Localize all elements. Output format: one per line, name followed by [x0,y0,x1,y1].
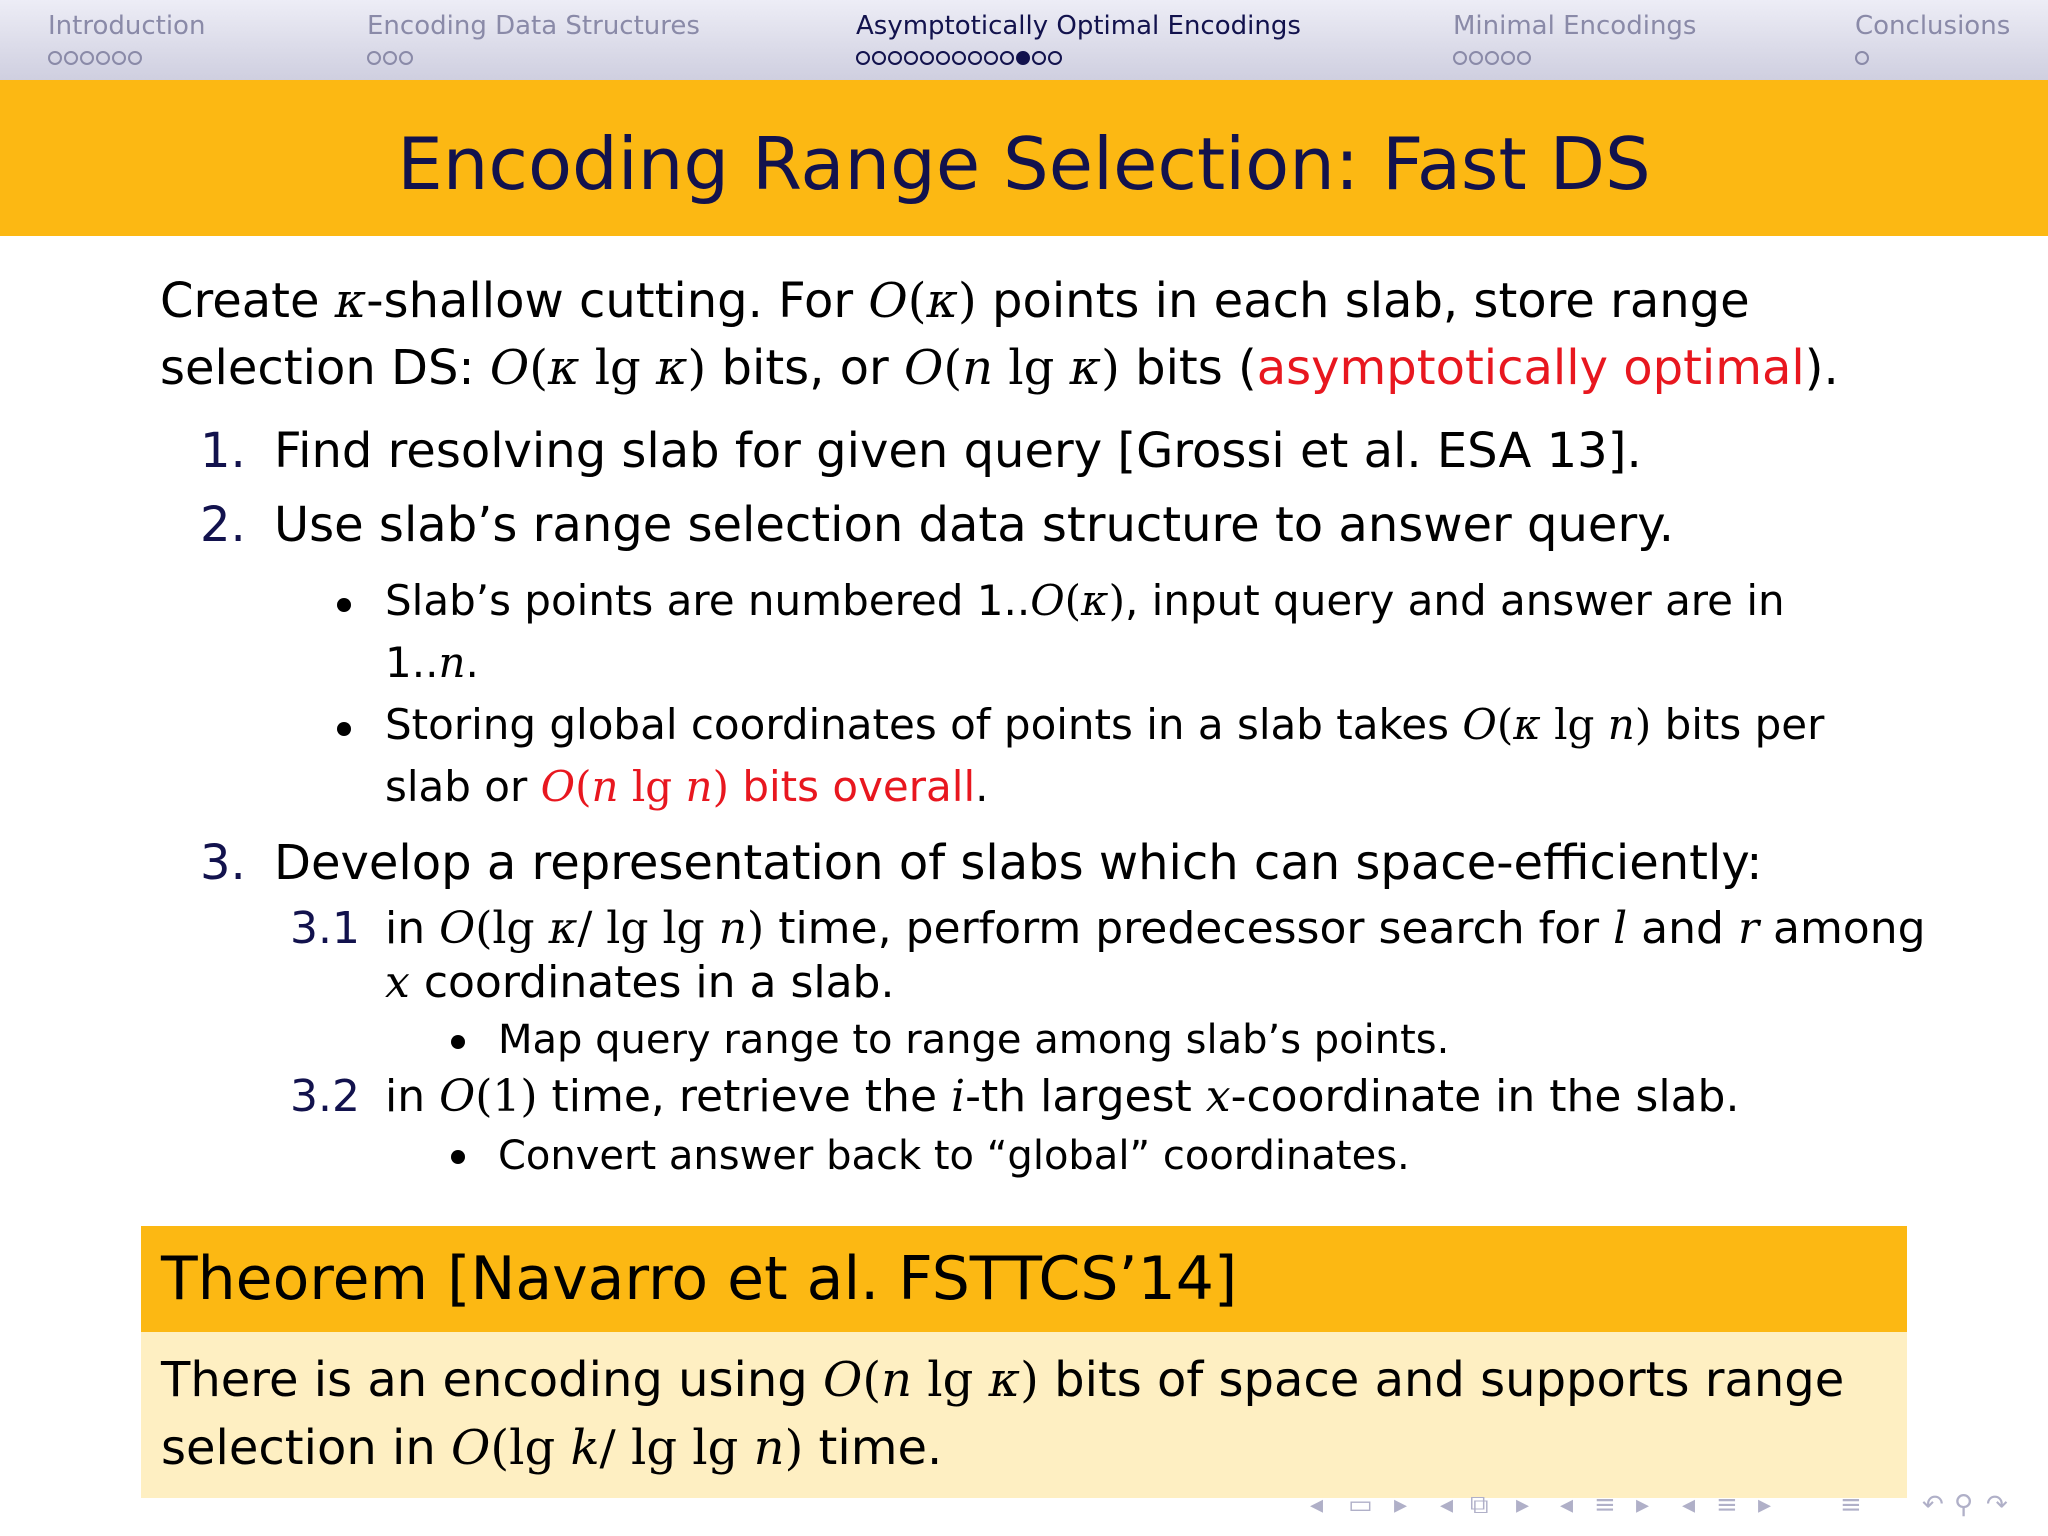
bullet-point [337,722,351,736]
math-kappa: κ [926,273,958,329]
text: Create [160,273,335,329]
nav-frame-dot[interactable] [984,51,998,65]
nav-frame-dot[interactable] [872,51,886,65]
nav-frame-dot[interactable] [1517,51,1531,65]
nav-section-title[interactable]: Encoding Data Structures [367,11,700,41]
bullet-point [451,1035,465,1049]
next-subsection-arrow-icon[interactable]: ▸ [1516,1490,1530,1520]
math-kappa: κ [656,340,688,396]
text: -th largest [965,1071,1206,1122]
nav-frame-dot[interactable] [920,51,934,65]
subsection-icon[interactable]: ⧉ [1470,1490,1489,1520]
text: -coordinate in the slab. [1230,1071,1740,1122]
list-number: 3. [200,835,246,891]
intro-line-1: Create κ-shallow cutting. For O(κ) points in each slab, store range [160,273,1750,329]
text: bits per [1651,700,1825,749]
nav-frame-dot[interactable] [1453,51,1467,65]
nav-frame-dot[interactable] [1032,51,1046,65]
nav-frame-dot[interactable] [1469,51,1483,65]
text: slab or [385,762,541,811]
bullet-point [337,598,351,612]
text: among [1759,903,1926,954]
text: Slab’s points are numbered 1.. [385,576,1031,625]
frame-icon[interactable]: ▭ [1348,1490,1373,1520]
nav-section-title[interactable]: Minimal Encodings [1453,11,1697,41]
text: points in each slab, store range [976,273,1750,329]
highlight-bits-overall: O(n lg n) bits overall [540,762,976,811]
slide-content [160,268,1900,402]
prev-section-arrow-icon[interactable]: ◂ [1560,1490,1574,1520]
list-item-2-bullet-2: Storing global coordinates of points in a slab takes O(κ lg n) bits per slab or O(n lg n) bits overall. [385,700,1825,811]
math-big-o: O [868,273,908,329]
text: time, retrieve the [537,1071,952,1122]
nav-frame-dot[interactable] [888,51,902,65]
list-item-3-1: in O(lg κ/ lg lg n) time, perform predecessor search for l and r among x coordinates in a slab. [385,903,1926,1008]
math-big-o: O [904,340,944,396]
math-x: x [385,957,410,1008]
math-kappa: κ [334,273,367,329]
text: Storing global coordinates of points in a slab takes [385,700,1463,749]
appendix-icon[interactable]: ≡ [1840,1490,1862,1520]
nav-frame-dot[interactable] [904,51,918,65]
text: and [1627,903,1738,954]
nav-frame-dots [48,48,205,68]
text: selection DS: [160,340,490,396]
math-i: i [951,1071,966,1122]
text: . [975,762,989,811]
list-item-2-bullet-1: Slab’s points are numbered 1..O(κ), input query and answer are in 1..n. [385,576,1785,687]
text: bits, or [706,340,905,396]
nav-section-minimal-encodings[interactable] [1453,10,1696,68]
list-item-1: Find resolving slab for given query [Grossi et al. ESA 13]. [274,423,1642,479]
theorem-body [141,1332,1907,1498]
next-frame-arrow-icon[interactable]: ▸ [1394,1490,1408,1520]
list-item-3-1-bullet: Map query range to range among slab’s points. [498,1017,1450,1063]
nav-frame-dot[interactable] [64,51,78,65]
list-item-3-2: in O(1) time, retrieve the i-th largest x-coordinate in the slab. [385,1071,1740,1122]
theorem-line-1: There is an encoding using O(n lg κ) bits of space and supports range [161,1352,1845,1408]
text: in [385,903,440,954]
nav-section-encoding-data-structures[interactable] [367,10,700,68]
list-item-3-2-bullet: Convert answer back to “global” coordinates. [498,1133,1410,1179]
math-r: r [1737,903,1759,954]
math-x: x [1205,1071,1231,1122]
section-navigation-bar [0,0,2048,80]
text: time. [803,1420,943,1476]
back-icon[interactable]: ↶ [1922,1490,1944,1520]
nav-frame-dot[interactable] [1016,51,1030,65]
next-document-arrow-icon[interactable]: ▸ [1758,1490,1772,1520]
nav-section-title[interactable]: Conclusions [1855,11,2011,41]
forward-icon[interactable]: ↷ [1986,1490,2008,1520]
theorem-line-2: selection in O(lg k/ lg lg n) time. [161,1420,943,1476]
text: coordinates in a slab. [409,957,895,1008]
nav-frame-dot[interactable] [367,51,381,65]
nav-section-title[interactable]: Asymptotically Optimal Encodings [856,11,1301,41]
text: in [385,1071,440,1122]
intro-paragraph [160,268,1900,402]
nav-frame-dot[interactable] [936,51,950,65]
section-icon[interactable]: ≡ [1594,1490,1616,1520]
nav-frame-dot[interactable] [112,51,126,65]
nav-frame-dots [1855,48,2010,68]
text: bits overall [729,762,976,811]
nav-frame-dot[interactable] [80,51,94,65]
nav-frame-dot[interactable] [856,51,870,65]
theorem-header [141,1226,1907,1332]
nav-frame-dots [1453,48,1696,68]
math-l: l [1613,903,1628,954]
nav-frame-dot[interactable] [383,51,397,65]
intro-line-2: selection DS: O(κ lg κ) bits, or O(n lg κ) bits (asymptotically optimal). [160,340,1839,396]
nav-frame-dot[interactable] [1048,51,1062,65]
list-item-2: Use slab’s range selection data structure to answer query. [274,497,1675,553]
prev-subsection-arrow-icon[interactable]: ◂ [1440,1490,1454,1520]
math-kappa: κ [1069,340,1102,396]
math-n: n [438,638,466,687]
next-section-arrow-icon[interactable]: ▸ [1636,1490,1650,1520]
nav-frame-dots [367,48,700,68]
prev-frame-arrow-icon[interactable]: ◂ [1310,1490,1324,1520]
nav-frame-dot[interactable] [1501,51,1515,65]
text: 1.. [385,638,439,687]
nav-frame-dot[interactable] [48,51,62,65]
math-big-o: O [489,340,530,396]
highlight-asymptotically-optimal: asymptotically optimal [1256,340,1805,396]
frame-title: Encoding Range Selection: Fast DS [397,122,1651,206]
nav-frame-dot[interactable] [1000,51,1014,65]
nav-frame-dot[interactable] [968,51,982,65]
text: , input query and answer are in [1124,576,1785,625]
list-number: 2. [200,497,246,553]
text: bits ( [1119,340,1257,396]
sub-list-number: 3.1 [290,903,360,954]
text: . [465,638,479,687]
frame-title-bar [0,80,2048,236]
text: ). [1804,340,1839,396]
prev-document-arrow-icon[interactable]: ◂ [1682,1490,1696,1520]
math-kappa: κ [547,340,580,396]
list-item-3: Develop a representation of slabs which can space-efficiently: [274,835,1763,891]
text: -shallow cutting. For [366,273,869,329]
nav-frame-dots [856,48,1301,68]
nav-frame-dot[interactable] [399,51,413,65]
text: time, perform predecessor search for [764,903,1614,954]
beamer-navigation-symbols [1310,1490,2030,1520]
text: bits of space and supports range [1038,1352,1845,1408]
bullet-point [451,1150,465,1164]
nav-section-title[interactable]: Introduction [48,11,206,41]
text: selection in [161,1420,452,1476]
theorem-title: Theorem [Navarro et al. FSTTCS’14] [161,1244,1238,1314]
nav-frame-dot[interactable] [128,51,142,65]
sub-list-number: 3.2 [290,1071,360,1122]
nav-frame-dot[interactable] [1485,51,1499,65]
nav-frame-dot[interactable] [952,51,966,65]
nav-section-introduction[interactable] [48,10,205,68]
nav-section-asymptotically-optimal-encodings[interactable] [856,10,1301,68]
document-icon[interactable]: ≡ [1716,1490,1738,1520]
nav-section-conclusions[interactable] [1855,10,2010,68]
nav-frame-dot[interactable] [1855,51,1869,65]
list-number: 1. [200,423,246,479]
text: There is an encoding using [161,1352,824,1408]
nav-frame-dot[interactable] [96,51,110,65]
search-icon[interactable]: ⚲ [1954,1490,1974,1520]
